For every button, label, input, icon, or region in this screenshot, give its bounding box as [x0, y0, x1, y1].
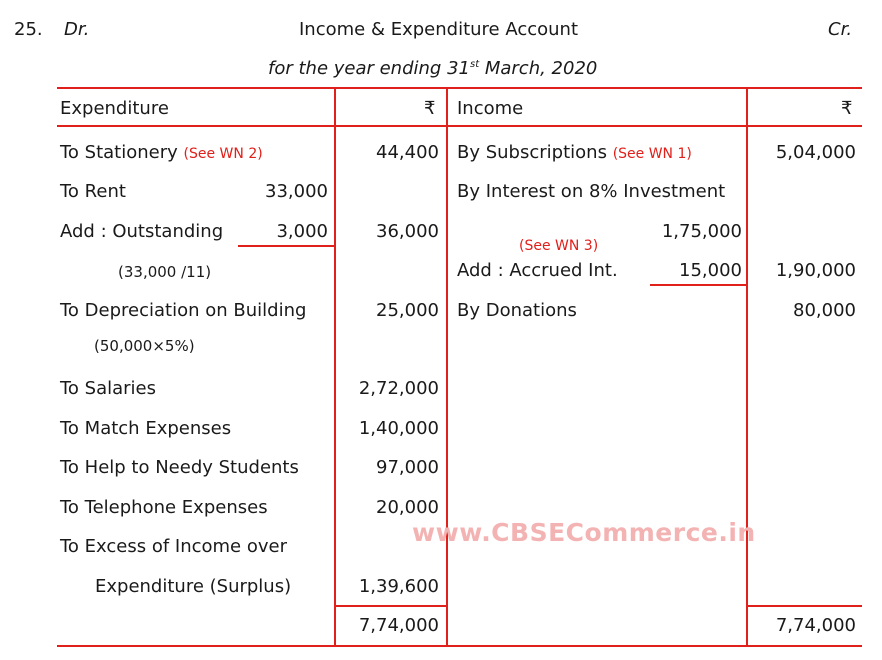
question-number: 25. — [14, 19, 43, 40]
underline-outstanding — [238, 245, 335, 247]
underline-accrued — [650, 284, 747, 286]
telephone-amount: 20,000 — [376, 497, 439, 518]
column-header-expenditure: Expenditure — [60, 98, 169, 119]
rule-col-exp-amount — [334, 87, 336, 647]
rent-label: To Rent — [60, 181, 126, 202]
income-subscriptions — [457, 142, 692, 164]
rule-col-center — [446, 87, 448, 647]
rent-inner-amount: 33,000 — [265, 181, 328, 202]
interest-note: (See WN 3) — [519, 238, 599, 254]
interest-total-amount: 1,90,000 — [775, 260, 856, 281]
total-box-left-top — [335, 605, 447, 607]
total-box-right-top — [747, 605, 862, 607]
cr-label: Cr. — [828, 19, 853, 40]
excess-label-line1: To Excess of Income over — [60, 536, 287, 557]
account-subtitle — [268, 54, 597, 80]
dr-label: Dr. — [64, 19, 90, 40]
donations-label: By Donations — [457, 300, 577, 321]
rule-col-inc-amount — [746, 87, 748, 647]
stationery-label: To Stationery — [60, 142, 178, 163]
rent-total-amount: 36,000 — [376, 221, 439, 242]
surplus-amount: 1,39,600 — [358, 576, 439, 597]
subtitle-suffix: March, 2020 — [479, 58, 598, 79]
match-expenses-label: To Match Expenses — [60, 418, 232, 439]
help-students-label: To Help to Needy Students — [60, 457, 299, 478]
accrued-label: Add : Accrued Int. — [457, 260, 618, 281]
interest-inner-amount: 1,75,000 — [661, 221, 742, 242]
rupee-icon: ₹ — [424, 98, 436, 119]
excess-label-line2: Expenditure (Surplus) — [95, 576, 292, 597]
income-total: 7,74,000 — [775, 615, 856, 636]
donations-amount: 80,000 — [793, 300, 856, 321]
rule-top — [57, 87, 862, 89]
interest-label: By Interest on 8% Investment — [457, 181, 726, 202]
telephone-label: To Telephone Expenses — [60, 497, 268, 518]
column-header-income: Income — [457, 98, 524, 119]
outstanding-inner-amount: 3,000 — [276, 221, 328, 242]
subtitle-superscript: st — [469, 59, 480, 70]
depreciation-amount: 25,000 — [376, 300, 439, 321]
help-students-amount: 97,000 — [376, 457, 439, 478]
accrued-inner-amount: 15,000 — [679, 260, 742, 281]
expenditure-stationery — [60, 142, 263, 164]
rent-calculation: (33,000 /11) — [118, 263, 212, 281]
subtitle-prefix: for the year ending 31 — [268, 58, 470, 79]
account-title: Income & Expenditure Account — [299, 19, 579, 40]
stationery-amount: 44,400 — [376, 142, 439, 163]
salaries-amount: 2,72,000 — [358, 378, 439, 399]
subscriptions-amount: 5,04,000 — [775, 142, 856, 163]
depreciation-calculation: (50,000×5%) — [94, 337, 195, 355]
match-expenses-amount: 1,40,000 — [358, 418, 439, 439]
watermark: www.CBSECommerce.in — [412, 518, 756, 547]
rupee-icon: ₹ — [841, 98, 853, 119]
depreciation-label: To Depreciation on Building — [60, 300, 307, 321]
rule-bottom — [57, 645, 862, 647]
subscriptions-note: (See WN 1) — [612, 146, 692, 162]
outstanding-label: Add : Outstanding — [60, 221, 224, 242]
rule-header-bottom — [57, 125, 862, 127]
subscriptions-label: By Subscriptions — [457, 142, 607, 163]
stationery-note: (See WN 2) — [183, 146, 263, 162]
salaries-label: To Salaries — [60, 378, 157, 399]
expenditure-total: 7,74,000 — [358, 615, 439, 636]
